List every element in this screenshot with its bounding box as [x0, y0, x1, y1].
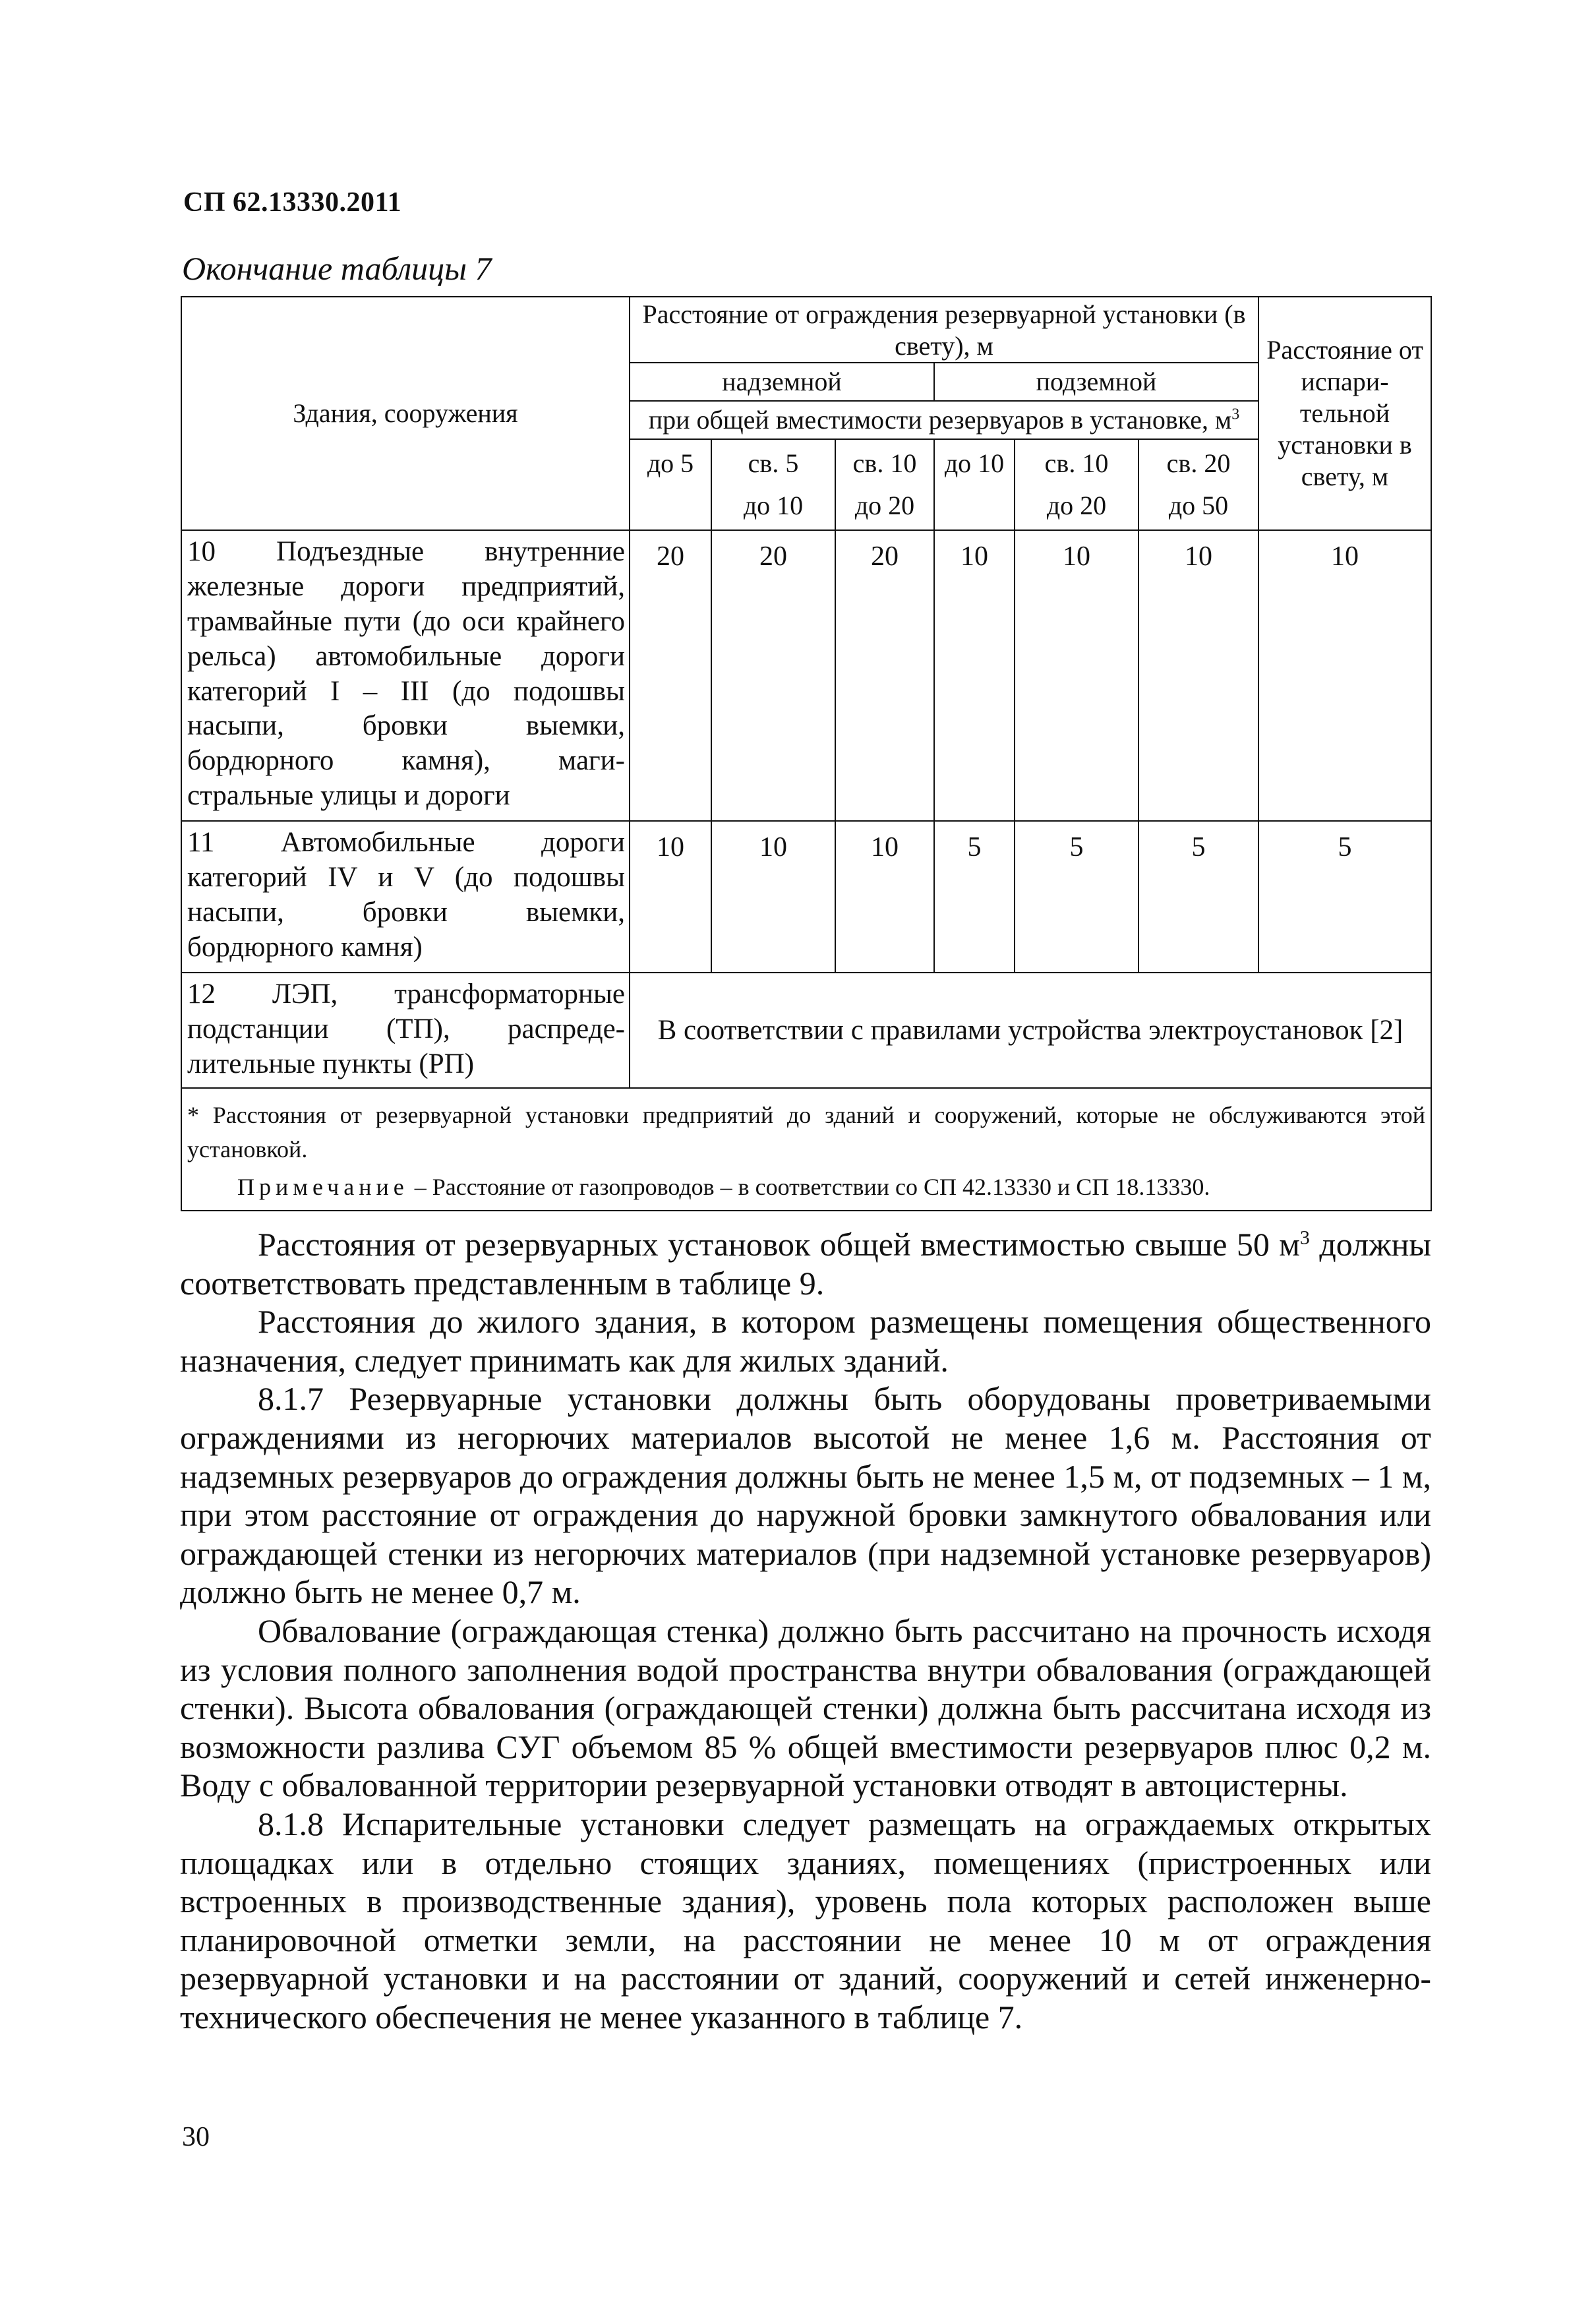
col-range-1: до 5 — [630, 439, 711, 530]
row-11-value: 10 — [711, 821, 835, 973]
row-10-value: 20 — [835, 530, 934, 821]
paragraph: Расстояния до жилого здания, в котором размещены помещения общественного назначения, следует принимать как для жилых зданий. — [180, 1303, 1431, 1379]
row-11-description: 11 Автомобильные дороги категорий IV и V (до подошвы насыпи, бровки выемки, бордюрного камня) — [181, 821, 630, 973]
row-10-value: 10 — [1015, 530, 1138, 821]
row-11-value: 5 — [934, 821, 1015, 973]
row-10-value: 20 — [630, 530, 711, 821]
row-11-value: 5 — [1015, 821, 1138, 973]
table-row — [181, 973, 1431, 1088]
col-range-2: св. 5 до 10 — [711, 439, 835, 530]
note-text: – Расстояние от газопроводов – в соответствии со СП 42.13330 и СП 18.13330. — [408, 1174, 1210, 1201]
table-row — [181, 821, 1431, 973]
row-11-value: 5 — [1258, 821, 1431, 973]
paragraph: Обвалование (ограждающая стенка) должно быть рассчитано на прочность исходя из условия полного заполнения водой пространства внутри обвалования (ограждающей стенки). Высота обвалования (ограждающей стенки) должна быть рассчитана исходя из возможности разлива СУГ объемом 85 % общей вместимости резервуаров плюс 0,2 м. Воду с обвалованной территории резервуарной установки отводят в автоцистерны. — [180, 1612, 1431, 1804]
paragraph: Расстояния от резервуарных установок общей вместимостью свыше 50 $м^3$ должны соответствовать представленным в таблице 9. — [180, 1226, 1431, 1302]
header-above-ground: надземной — [630, 363, 934, 401]
page-number: 30 — [182, 2122, 210, 2152]
row-10-description: 10 Подъездные внутренние железные дороги предприятий, трамвайные пути (до оси крайнего рельса) автомобильные дороги категорий I – III (до подошвы насыпи, бровки выемки, бордюрного камня), маги- стральные улицы и дороги — [181, 530, 630, 821]
document-code: СП 62.13330.2011 — [183, 187, 402, 218]
distance-table — [181, 296, 1432, 1211]
row-12-description: 12 ЛЭП, трансформаторные подстанции (ТП), распреде- лительные пункты (РП) — [181, 973, 630, 1088]
col-range-5: св. 10 до 20 — [1015, 439, 1138, 530]
row-11-value: 10 — [835, 821, 934, 973]
table-caption: Окончание таблицы 7 — [182, 250, 492, 287]
header-underground: подземной — [934, 363, 1258, 401]
col-range-6: св. 20 до 50 — [1138, 439, 1258, 530]
header-evaporator-distance: Расстояние от испари-тельной установки в свету, м — [1258, 297, 1431, 530]
note-label: Примечание — [237, 1174, 409, 1201]
table-note — [181, 1170, 1431, 1210]
body-text — [180, 1225, 1431, 2036]
header-buildings: Здания, сооружения — [181, 297, 630, 530]
col-range-4: до 10 — [934, 439, 1015, 530]
row-11-value: 10 — [630, 821, 711, 973]
header-total-capacity: при общей вместимости резервуаров в установке, $м^3$ — [630, 401, 1258, 439]
col-range-3: св. 10 до 20 — [835, 439, 934, 530]
table-footnote: * Расстояния от резервуарной установки предприятий до зданий и сооружений, которые не обслуживаются этой установкой. — [181, 1088, 1431, 1170]
paragraph: 8.1.8 Испарительные установки следует размещать на ограждаемых открытых площадках или в отдельно стоящих зданиях, помещениях (пристроенных или встроенных в производственные здания), уровень пола которых расположен выше планировочной отметки земли, на расстоянии не менее 10 м от ограждения резервуарной установки и на расстоянии от зданий, сооружений и сетей инженерно-технического обеспечения не менее указанного в таблице 7. — [180, 1805, 1431, 2036]
table-row — [181, 530, 1431, 821]
row-10-value: 20 — [711, 530, 835, 821]
row-10-value: 10 — [1138, 530, 1258, 821]
paragraph: 8.1.7 Резервуарные установки должны быть оборудованы проветриваемыми ограждениями из негорючих материалов высотой не менее 1,6 м. Расстояния от надземных резервуаров до ограждения должны быть не менее 1,5 м, от подземных – 1 м, при этом расстояние от ограждения до наружной бровки замкнутого обвалования или ограждающей стенки из негорючих материалов (при надземной установке резервуаров) должно быть не менее 0,7 м. — [180, 1380, 1431, 1611]
row-10-value: 10 — [1258, 530, 1431, 821]
header-fence-distance: Расстояние от ограждения резервуарной установки (в свету), м — [630, 297, 1258, 363]
row-11-value: 5 — [1138, 821, 1258, 973]
row-12-merged-note: В соответствии с правилами устройства электроустановок [2] — [630, 973, 1431, 1088]
row-10-value: 10 — [934, 530, 1015, 821]
